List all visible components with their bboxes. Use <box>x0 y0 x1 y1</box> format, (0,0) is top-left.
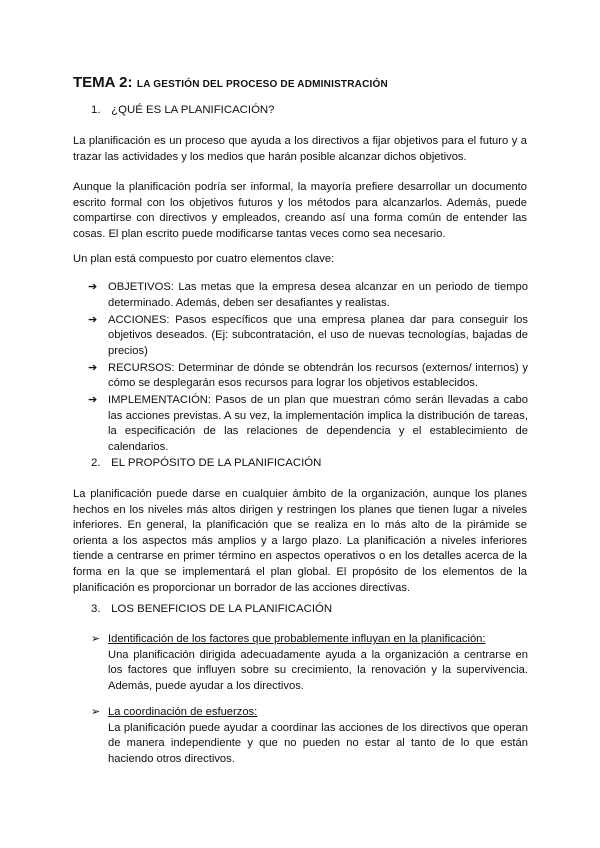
benefit-text: Una planificación dirigida adecuadamente ayuda a la organización a centrarse en los factores que influyen sobre su crecimiento, la renovación y la supervivencia. Además, puede ayudar a los directivos. <box>108 648 528 692</box>
paragraph: La planificación puede darse en cualquier ámbito de la organización, aunque los planes hechos en los niveles más altos dirigen y restringen los planes que tienen lugar a niveles inferiores. En general, la planificación que se realiza en lo más alto de la pirámide se orienta a los aspectos más amplios y a largo plazo. La planificación a niveles inferiores tiende a centrarse en primer término en aspectos operativos o en los detalles acerca de la forma en la que se implementará el plan global. El propósito de los elementos de la planificación es proporcionar un borrador de las acciones directivas. <box>73 488 527 594</box>
paragraph: Un plan está compuesto por cuatro elementos clave: <box>73 253 335 265</box>
benefit-heading <box>91 705 528 721</box>
arrow-right-icon: ➔ <box>88 361 98 374</box>
key-elements-list <box>88 280 528 457</box>
section-heading-2 <box>91 457 321 469</box>
benefit-title: La coordinación de esfuerzos: <box>108 706 258 718</box>
section-title: ¿QUÉ ES LA PLANIFICACIÓN? <box>111 104 275 116</box>
arrow-right-icon: ➔ <box>88 394 98 406</box>
benefit-title: Identificación de los factores que probablemente influyan en la planificación: <box>108 633 486 645</box>
title-subtitle: LA GESTIÓN DEL PROCESO DE ADMINISTRACIÓN <box>136 79 388 90</box>
list-item-text: ACCIONES: Pasos específicos que una empresa planea dar para conseguir los objetivos deseados. (Ej: subcontratación, el uso de nuevas tecnologías, bajadas de precios) <box>108 313 528 357</box>
benefit-item <box>91 632 528 694</box>
list-item-text: RECURSOS: Determinar de dónde se obtendrán los recursos (externos/ internos) y cómo se desplegarán esos recursos para lograr los objetivos establecidos. <box>108 361 528 389</box>
arrowhead-bullet-icon: ➢ <box>91 633 101 645</box>
benefit-text: La planificación puede ayudar a coordinar las acciones de los directivos que operan de manera independiente y que no pueden no estar al tanto de lo que están haciendo otros directivos. <box>108 721 528 765</box>
arrow-right-icon: ➔ <box>88 281 98 293</box>
section-number: 1. <box>91 104 101 116</box>
benefit-item <box>91 705 528 767</box>
paragraph: Aunque la planificación podría ser informal, la mayoría prefiere desarrollar un documento escrito formal con los objetivos futuros y los métodos para alcanzarlos. Además, puede compartirse con directivos y empleados, creando así una forma común de entender las cosas. El plan escrito puede modificarse tantas veces como sea necesario. <box>73 181 527 240</box>
arrow-right-icon: ➔ <box>88 313 98 326</box>
section-title: LOS BENEFICIOS DE LA PLANIFICACIÓN <box>111 603 333 615</box>
section-heading-3 <box>91 603 332 615</box>
section-number: 2. <box>91 457 101 469</box>
section-heading-1 <box>91 104 274 116</box>
list-item <box>88 361 528 392</box>
section-number: 3. <box>91 603 101 615</box>
benefit-heading <box>91 632 528 648</box>
title-tema: TEMA 2: <box>73 74 133 91</box>
arrowhead-bullet-icon: ➢ <box>91 706 101 718</box>
document-title <box>73 74 388 92</box>
list-item <box>88 313 528 360</box>
paragraph: La planificación es un proceso que ayuda a los directivos a fijar objetivos para el futuro y a trazar las actividades y los medios que harán posible alcanzar dichos objetivos. <box>73 135 527 163</box>
list-item-text: IMPLEMENTACIÓN: Pasos de un plan que muestran cómo serán llevadas a cabo las acciones previstas. A su vez, la implementación implica la distribución de tareas, la especificación de las relaciones de dependencia y el establecimiento de calendarios. <box>108 394 528 453</box>
section-title: EL PROPÓSITO DE LA PLANIFICACIÓN <box>111 457 322 469</box>
list-item <box>88 280 528 311</box>
list-item-text: OBJETIVOS: Las metas que la empresa desea alcanzar en un periodo de tiempo determinado. Además, deben ser desafiantes y realistas. <box>108 281 528 309</box>
list-item <box>88 393 528 455</box>
